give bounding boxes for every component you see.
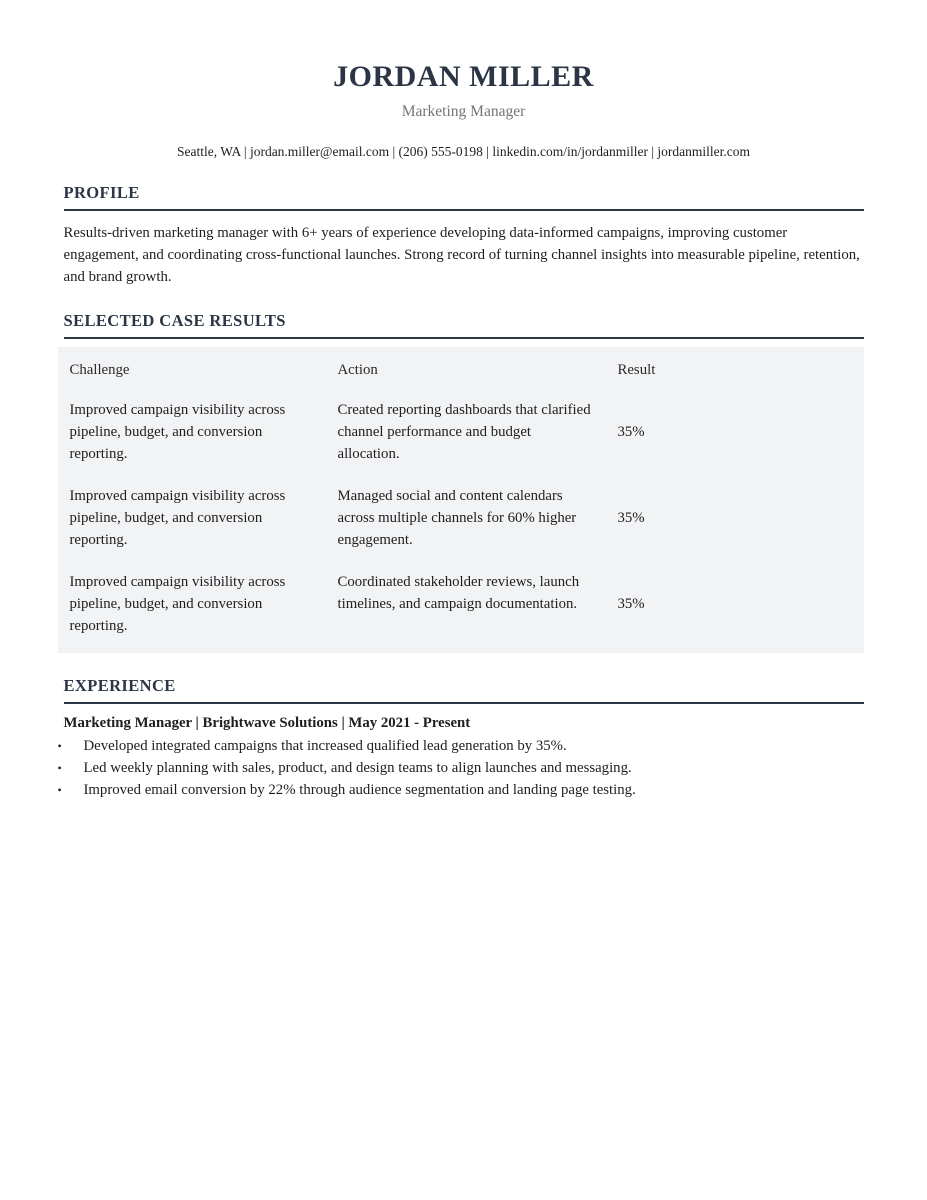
experience-bullet	[57, 735, 864, 757]
contact-line: Seattle, WA | jordan.miller@email.com | (206) 555-0198 | linkedin.com/in/jordanmiller | jordanmiller.com	[177, 144, 750, 159]
experience-heading: EXPERIENCE	[64, 676, 864, 704]
table-header-row	[58, 347, 864, 389]
table-row	[58, 389, 864, 475]
candidate-name: JORDAN MILLER	[333, 60, 594, 93]
case-results-section	[64, 311, 864, 653]
column-header-result: Result	[617, 362, 656, 378]
resume-page	[57, 0, 864, 801]
profile-section	[64, 183, 864, 288]
action-cell: Coordinated stakeholder reviews, launch timelines, and campaign documentation.	[337, 574, 580, 612]
bullet-text: Improved email conversion by 22% through audience segmentation and landing page testing.	[83, 782, 636, 798]
column-header-action: Action	[337, 362, 378, 378]
bullet-text: Led weekly planning with sales, product, and design teams to align launches and messaging.	[83, 760, 632, 776]
column-header-challenge: Challenge	[69, 362, 130, 378]
experience-bullet	[57, 779, 864, 801]
case-results-table	[58, 347, 864, 653]
bullet-icon: •	[57, 761, 62, 775]
table-row	[58, 561, 864, 653]
resume-header	[64, 60, 864, 160]
experience-bullet	[57, 757, 864, 779]
profile-summary: Results-driven marketing manager with 6+ years of experience developing data-informed campaigns, improving customer engagement, and coordinating cross-functional launches. Strong record of turning channel insights into measurable pipeline, retention, and brand growth.	[63, 225, 860, 285]
experience-section	[57, 676, 864, 801]
result-cell: 35%	[617, 424, 645, 440]
bullet-icon: •	[57, 739, 62, 753]
case-results-heading: SELECTED CASE RESULTS	[64, 311, 864, 339]
table-row	[58, 475, 864, 561]
result-cell: 35%	[617, 596, 645, 612]
action-cell: Created reporting dashboards that clarified channel performance and budget allocation.	[337, 402, 591, 462]
job-title-line: Marketing Manager | Brightwave Solutions | May 2021 - Present	[63, 715, 471, 731]
experience-bullet-list	[57, 735, 864, 801]
profile-heading: PROFILE	[64, 183, 864, 211]
bullet-text: Developed integrated campaigns that increased qualified lead generation by 35%.	[83, 738, 567, 754]
bullet-icon: •	[57, 783, 62, 797]
result-cell: 35%	[617, 510, 645, 526]
challenge-cell: Improved campaign visibility across pipeline, budget, and conversion reporting.	[69, 402, 286, 462]
challenge-cell: Improved campaign visibility across pipeline, budget, and conversion reporting.	[69, 488, 286, 548]
action-cell: Managed social and content calendars across multiple channels for 60% higher engagement.	[337, 488, 577, 548]
challenge-cell: Improved campaign visibility across pipeline, budget, and conversion reporting.	[69, 574, 286, 634]
candidate-title: Marketing Manager	[401, 103, 526, 120]
